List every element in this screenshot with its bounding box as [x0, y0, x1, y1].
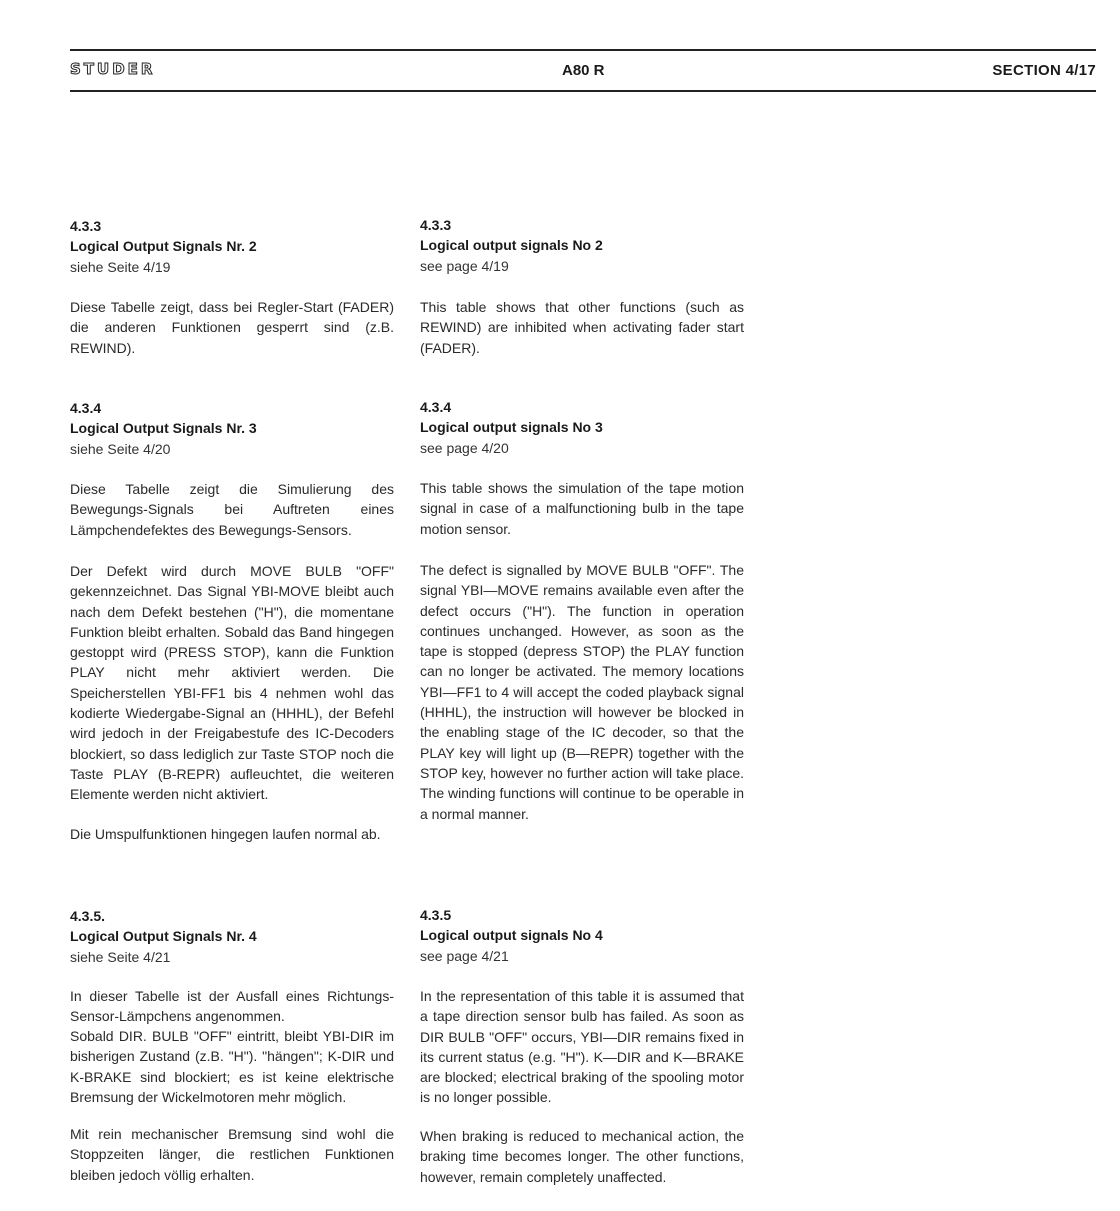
paragraph: In the representation of this table it is assumed that a tape direction sensor bulb has failed. As soon as DIR BULB "OFF" occurs, YBI—DIR remains fixed in its current status (e.g. "H"). K—DIR and K—BRAKE are blocked; electrical braking of the spooling motor is no longer possible.	[420, 988, 744, 1106]
section-number: 4.3.5.	[70, 908, 106, 924]
english-section-4-3-4	[420, 397, 744, 458]
paragraph: Diese Tabelle zeigt die Simulierung des Bewegungs-Signals bei Auftreten eines Lämpchendefektes des Bewegungs-Sensors.	[70, 481, 394, 538]
english-section-4-3-5	[420, 905, 744, 966]
section-number: 4.3.3	[70, 218, 102, 234]
model-name: A80 R	[562, 62, 605, 79]
page-reference: siehe Seite 4/20	[70, 440, 171, 457]
english-section-4-3-3	[420, 215, 744, 276]
paragraph: Diese Tabelle zeigt, dass bei Regler-Start (FADER) die anderen Funktionen gesperrt sind (z.B. REWIND).	[70, 299, 394, 356]
paragraph: Die Umspulfunktionen hingegen laufen normal ab.	[70, 826, 381, 842]
paragraph: The defect is signalled by MOVE BULB "OFF". The signal YBI—MOVE remains available even after the defect occurs ("H"). The function in operation continues unchanged. However, as soon as the tape is stopped (depress STOP) the PLAY function can no longer be activated. The memory locations YBI—FF1 to 4 will accept the coded playback signal (HHHL), the instruction will however be blocked in the enabling stage of the IC decoder, so that the PLAY key will light up (B—REPR) together with the STOP key, however no further action will take place. The winding functions will continue to be operable in a normal manner.	[420, 562, 744, 822]
section-number: SECTION 4/17	[992, 62, 1096, 79]
section-title: Logical output signals No 3	[420, 419, 603, 436]
paragraph: Mit rein mechanischer Bremsung sind wohl die Stoppzeiten länger, die restlichen Funktionen bleiben jedoch völlig erhalten.	[70, 1126, 394, 1183]
paragraph: Sobald DIR. BULB "OFF" eintritt, bleibt YBI-DIR im bisherigen Zustand (z.B. "H"). "hängen"; K-DIR und K-BRAKE sind blockiert; es ist keine elektrische Bremsung der Wickelmotoren mehr möglich.	[70, 1028, 394, 1105]
page-reference: see page 4/21	[420, 947, 509, 964]
studer-logo: STUDER	[70, 60, 156, 78]
section-title: Logical output signals No 2	[420, 237, 603, 254]
page-reference: siehe Seite 4/19	[70, 258, 171, 275]
section-number: 4.3.4	[420, 399, 452, 415]
german-section-4-3-5	[70, 906, 394, 967]
section-title: Logical output signals No 4	[420, 927, 603, 944]
section-title: Logical Output Signals Nr. 3	[70, 420, 257, 437]
section-number: 4.3.5	[420, 907, 452, 923]
paragraph: This table shows the simulation of the tape motion signal in case of a malfunctioning bulb in the tape motion sensor.	[420, 480, 744, 537]
page-reference: see page 4/19	[420, 257, 509, 274]
section-number: 4.3.3	[420, 217, 452, 233]
english-column	[420, 0, 744, 1211]
page-reference: see page 4/20	[420, 439, 509, 456]
paragraph: This table shows that other functions (such as REWIND) are inhibited when activating fader start (FADER).	[420, 299, 744, 356]
page-reference: siehe Seite 4/21	[70, 948, 171, 965]
german-column	[70, 0, 394, 1211]
section-title: Logical Output Signals Nr. 4	[70, 928, 257, 945]
section-title: Logical Output Signals Nr. 2	[70, 238, 257, 255]
german-section-4-3-3	[70, 216, 394, 277]
german-section-4-3-4	[70, 398, 394, 459]
paragraph: Der Defekt wird durch MOVE BULB "OFF" gekennzeichnet. Das Signal YBI-MOVE bleibt auch nach dem Defekt bestehen ("H"), die momentane Funktion bleibt erhalten. Sobald das Band hingegen gestoppt wird (PRESS STOP), kann die Funktion PLAY nicht mehr aktiviert werden. Die Speicherstellen YBI-FF1 bis 4 nehmen wohl das kodierte Wiedergabe-Signal an (HHHL), der Befehl wird jedoch in der Freigabestufe des IC-Decoders blockiert, so dass lediglich zur Taste STOP noch die Taste PLAY (B-REPR) aufleuchtet, die weiteren Elemente werden nicht aktiviert.	[70, 563, 394, 803]
paragraph: In dieser Tabelle ist der Ausfall eines Richtungs-Sensor-Lämpchens angenommen.	[70, 988, 394, 1025]
paragraph: When braking is reduced to mechanical action, the braking time becomes longer. The other functions, however, remain completely unaffected.	[420, 1128, 744, 1185]
section-number: 4.3.4	[70, 400, 102, 416]
